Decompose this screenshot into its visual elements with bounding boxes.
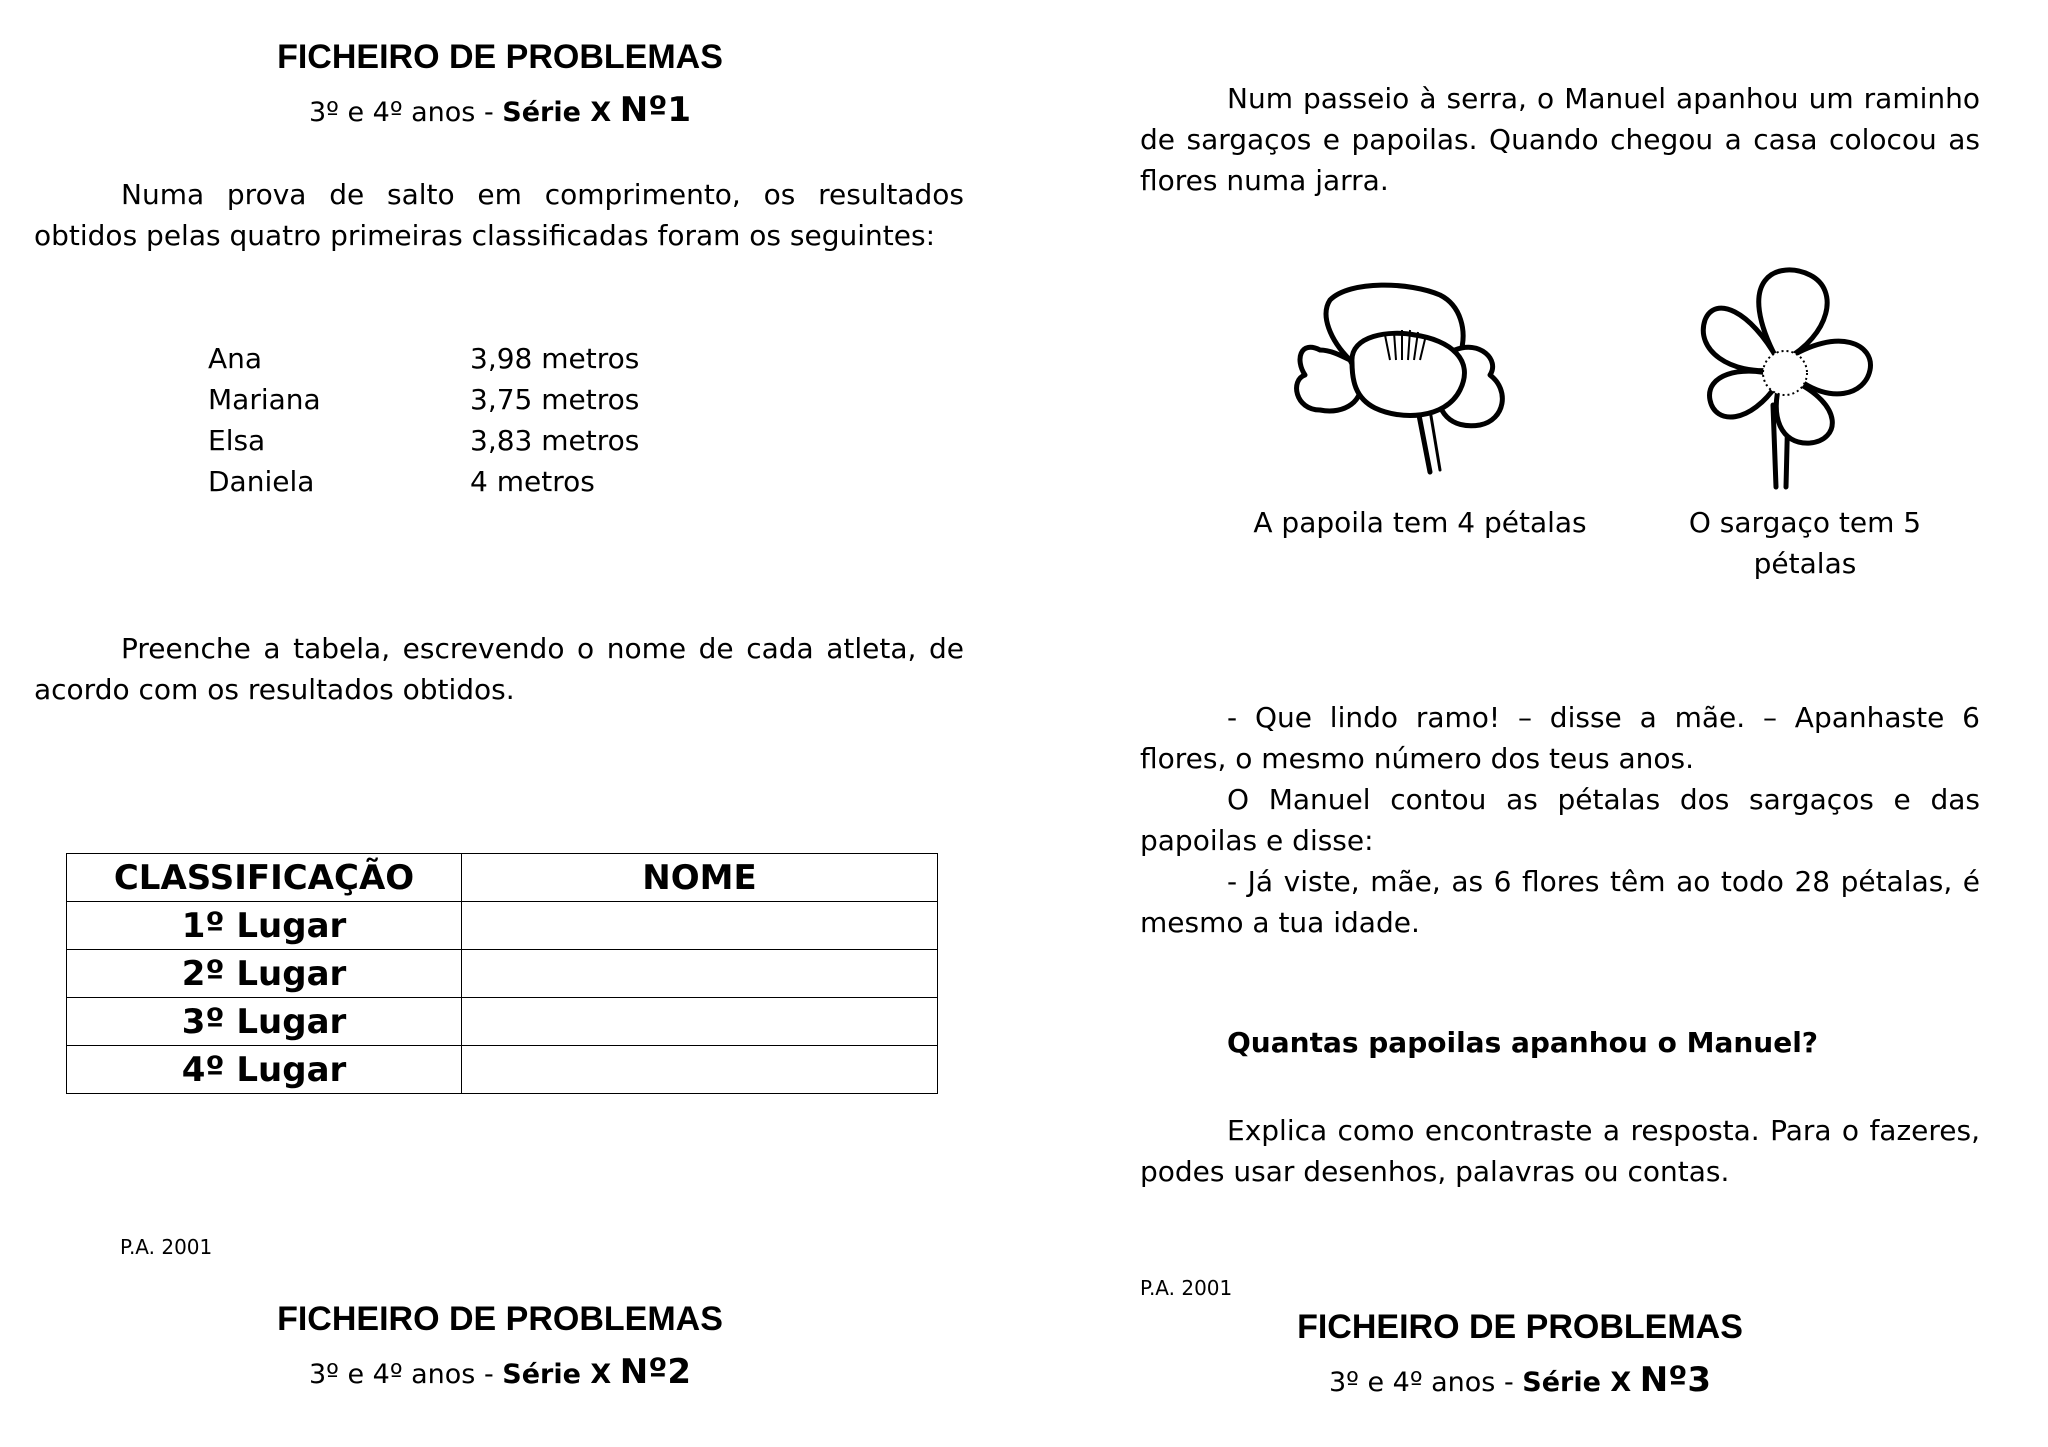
dialogue-line: - Já viste, mãe, as 6 flores têm ao todo 28 pétalas, é mesmo a tua idade. <box>1140 865 1980 939</box>
result-row <box>208 338 708 379</box>
dialogue-line: O Manuel contou as pétalas dos sargaços e das papoilas e disse: <box>1140 783 1980 857</box>
sheet3-number: Nº3 <box>1639 1360 1712 1400</box>
sheet3-years: 3º e 4º anos - <box>1328 1367 1523 1398</box>
sheet2-years: 3º e 4º anos - <box>308 1359 503 1390</box>
result-name: Ana <box>208 342 263 375</box>
result-name: Mariana <box>208 383 321 416</box>
result-row <box>208 420 708 461</box>
sheet2-question: Quantas papoilas apanhou o Manuel? <box>1227 1026 1819 1059</box>
name-cell-input[interactable] <box>462 998 938 1046</box>
sheet1-footer: P.A. 2001 <box>120 1235 213 1259</box>
name-cell-input[interactable] <box>462 1046 938 1094</box>
sheet1-number: Nº1 <box>619 90 692 130</box>
result-value: 3,98 metros <box>470 342 640 375</box>
caption-poppy: A papoila tem 4 pétalas <box>1253 506 1587 539</box>
sheet3-title: FICHEIRO DE PROBLEMAS <box>1297 1308 1743 1346</box>
results-list <box>208 338 708 502</box>
table-row <box>67 1046 938 1094</box>
sheet2-number: Nº2 <box>619 1352 692 1392</box>
name-cell-input[interactable] <box>462 902 938 950</box>
result-row <box>208 379 708 420</box>
place-label: 4º Lugar <box>67 1046 462 1094</box>
result-name: Daniela <box>208 465 315 498</box>
place-label: 1º Lugar <box>67 902 462 950</box>
sheet1-years: 3º e 4º anos - <box>308 97 503 128</box>
result-value: 3,75 metros <box>470 383 640 416</box>
sheet1-intro: Numa prova de salto em comprimento, os resultados obtidos pelas quatro primeiras classificadas foram os seguintes: <box>34 178 964 252</box>
poppy-drawing <box>1290 280 1540 480</box>
caption-sargaco: O sargaço tem 5 pétalas <box>1688 506 1922 580</box>
name-cell-input[interactable] <box>462 950 938 998</box>
place-label: 3º Lugar <box>67 998 462 1046</box>
result-name: Elsa <box>208 424 266 457</box>
sheet3-subtitle <box>1020 1360 2020 1400</box>
header-classificacao: CLASSIFICAÇÃO <box>67 854 462 902</box>
sheet2-intro: Num passeio à serra, o Manuel apanhou um raminho de sargaços e papoilas. Quando chegou a casa colocou as flores numa jarra. <box>1140 82 1980 197</box>
sheet2-explain: Explica como encontraste a resposta. Para o fazeres, podes usar desenhos, palavras ou contas. <box>1140 1114 1980 1188</box>
sheet1-title: FICHEIRO DE PROBLEMAS <box>277 38 723 76</box>
sheet2-serie: Série X <box>502 1359 612 1390</box>
sheet1-serie: Série X <box>502 97 612 128</box>
sheet1-instruction: Preenche a tabela, escrevendo o nome de cada atleta, de acordo com os resultados obtidos. <box>34 632 964 706</box>
classification-table <box>66 853 938 1094</box>
sheet2-footer: P.A. 2001 <box>1140 1276 1233 1300</box>
table-row <box>67 950 938 998</box>
table-row <box>67 998 938 1046</box>
result-row <box>208 461 708 502</box>
table-header-row <box>67 854 938 902</box>
sheet1-subtitle <box>0 90 1000 130</box>
table-row <box>67 902 938 950</box>
result-value: 4 metros <box>470 465 595 498</box>
sheet3-serie: Série X <box>1522 1367 1632 1398</box>
header-nome: NOME <box>462 854 938 902</box>
dialogue-line: - Que lindo ramo! – disse a mãe. – Apanhaste 6 flores, o mesmo número dos teus anos. <box>1140 701 1980 775</box>
sheet2-title: FICHEIRO DE PROBLEMAS <box>277 1300 723 1338</box>
place-label: 2º Lugar <box>67 950 462 998</box>
result-value: 3,83 metros <box>470 424 640 457</box>
sargaco-drawing <box>1670 265 1900 490</box>
dialogue-block <box>1140 697 1980 943</box>
sheet2-subtitle <box>0 1352 1000 1392</box>
